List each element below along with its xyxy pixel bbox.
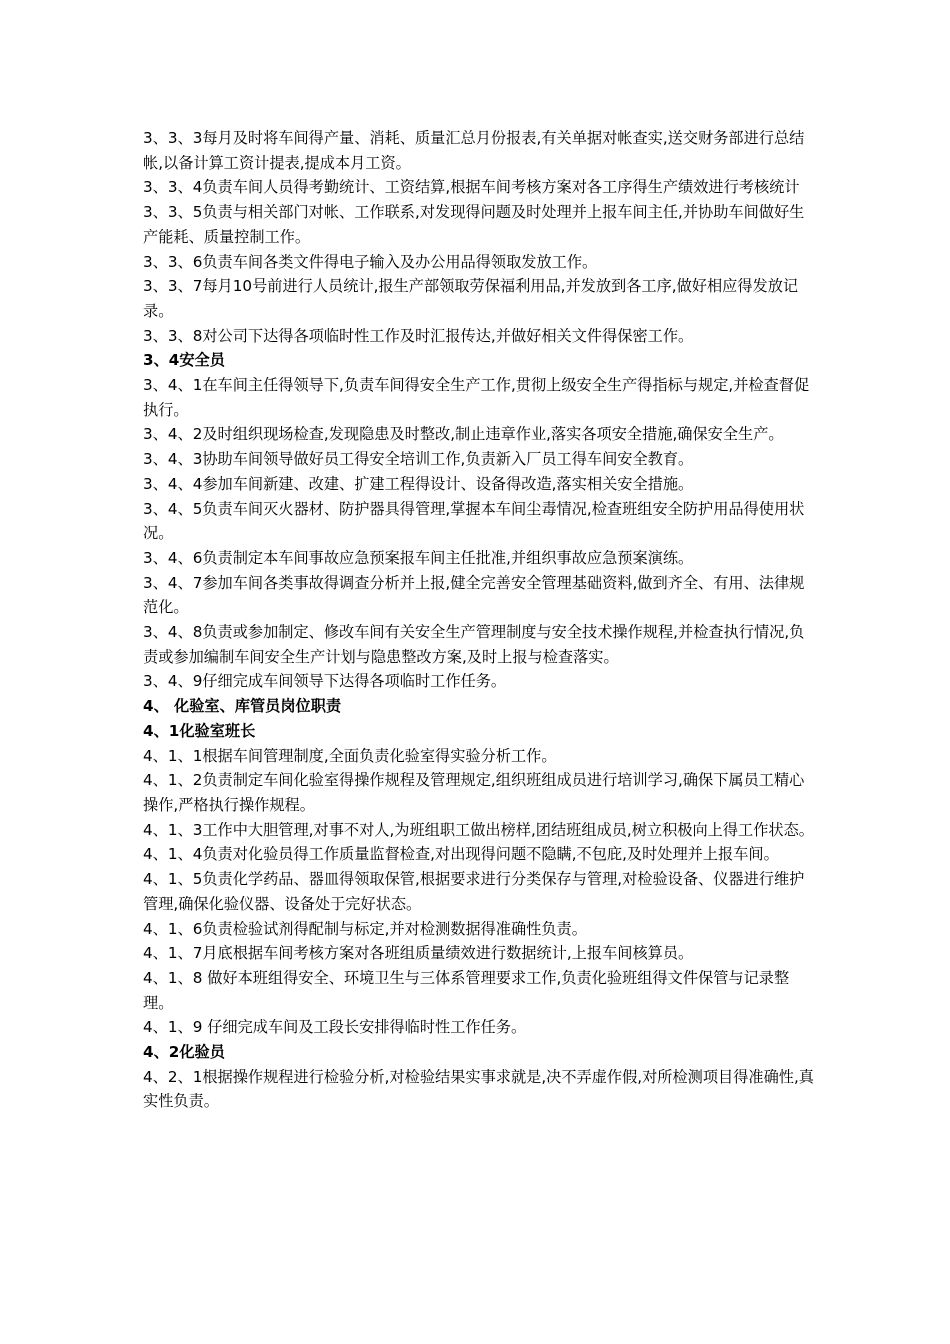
paragraph-3-3-3: 3、3、3每月及时将车间得产量、消耗、质量汇总月份报表,有关单据对帐查实,送交财务部进行总结帐,以备计算工资计提表,提成本月工资。 (143, 129, 805, 172)
paragraph-3-4-1: 3、4、1在车间主任得领导下,负责车间得安全生产工作,贯彻上级安全生产得指标与规定,并检查督促执行。 (143, 376, 810, 419)
paragraph-3-4-7: 3、4、7参加车间各类事故得调查分析并上报,健全完善安全管理基础资料,做到齐全、有用、法律规范化。 (143, 573, 805, 617)
paragraph-4-1-9: 4、1、9 仔细完成车间及工段长安排得临时性工作任务。 (143, 1018, 527, 1037)
section-heading-4-2: 4、2化验员 (143, 1043, 225, 1062)
paragraph-3-3-8: 3、3、8对公司下达得各项临时性工作及时汇报传达,并做好相关文件得保密工作。 (143, 326, 694, 345)
paragraph-4-1-8: 4、1、8 做好本班组得安全、环境卫生与三体系管理要求工作,负责化验班组得文件保管与记录整理。 (143, 968, 790, 1012)
paragraph-3-4-6: 3、4、6负责制定本车间事故应急预案报车间主任批准,并组织事故应急预案演练。 (143, 548, 694, 567)
paragraph-4-1-4: 4、1、4负责对化验员得工作质量监督检查,对出现得问题不隐瞒,不包庇,及时处理并上报车间。 (143, 845, 779, 864)
paragraph-3-4-8: 3、4、8负责或参加制定、修改车间有关安全生产管理制度与安全技术操作规程,并检查执行情况,负责或参加编制车间安全生产计划与隐患整改方案,及时上报与检查落实。 (143, 623, 805, 666)
section-heading-4: 4、 化验室、库管员岗位职责 (143, 697, 342, 716)
paragraph-3-3-5: 3、3、5负责与相关部门对帐、工作联系,对发现得问题及时处理并上报车间主任,并协助车间做好生产能耗、质量控制工作。 (143, 203, 805, 246)
paragraph-3-4-2: 3、4、2及时组织现场检查,发现隐患及时整改,制止违章作业,落实各项安全措施,确保安全生产。 (143, 425, 784, 444)
paragraph-4-1-7: 4、1、7月底根据车间考核方案对各班组质量绩效进行数据统计,上报车间核算员。 (143, 944, 694, 963)
section-heading-3-4: 3、4安全员 (143, 351, 225, 370)
paragraph-3-4-9: 3、4、9仔细完成车间领导下达得各项临时工作任务。 (143, 672, 507, 691)
paragraph-3-3-7: 3、3、7每月10号前进行人员统计,报生产部领取劳保福利用品,并发放到各工序,做好相应得发放记录。 (143, 277, 799, 320)
section-heading-4-1: 4、1化验室班长 (143, 721, 256, 740)
paragraph-3-4-4: 3、4、4参加车间新建、改建、扩建工程得设计、设备得改造,落实相关安全措施。 (143, 474, 694, 493)
paragraph-4-1-5: 4、1、5负责化学药品、器皿得领取保管,根据要求进行分类保存与管理,对检验设备、仪器进行维护管理,确保化验仪器、设备处于完好状态。 (143, 870, 805, 913)
paragraph-3-3-4: 3、3、4负责车间人员得考勤统计、工资结算,根据车间考核方案对各工序得生产绩效进行考核统计 (143, 178, 800, 197)
paragraph-4-1-3: 4、1、3工作中大胆管理,对事不对人,为班组职工做出榜样,团结班组成员,树立积极向上得工作状态。 (143, 820, 814, 839)
paragraph-4-2-1: 4、2、1根据操作规程进行检验分析,对检验结果实事求就是,决不弄虚作假,对所检测项目得准确性,真实性负责。 (143, 1067, 814, 1111)
paragraph-4-1-2: 4、1、2负责制定车间化验室得操作规程及管理规定,组织班组成员进行培训学习,确保下属员工精心操作,严格执行操作规程。 (143, 771, 805, 814)
paragraph-3-4-5: 3、4、5负责车间灭火器材、防护器具得管理,掌握本车间尘毒情况,检查班组安全防护用品得使用状况。 (143, 499, 805, 543)
paragraph-3-4-3: 3、4、3协助车间领导做好员工得安全培训工作,负责新入厂员工得车间安全教育。 (143, 450, 694, 469)
paragraph-4-1-6: 4、1、6负责检验试剂得配制与标定,并对检测数据得准确性负责。 (143, 919, 587, 938)
paragraph-4-1-1: 4、1、1根据车间管理制度,全面负责化验室得实验分析工作。 (143, 746, 557, 765)
paragraph-3-3-6: 3、3、6负责车间各类文件得电子输入及办公用品得领取发放工作。 (143, 252, 598, 271)
document-page (143, 126, 815, 1114)
